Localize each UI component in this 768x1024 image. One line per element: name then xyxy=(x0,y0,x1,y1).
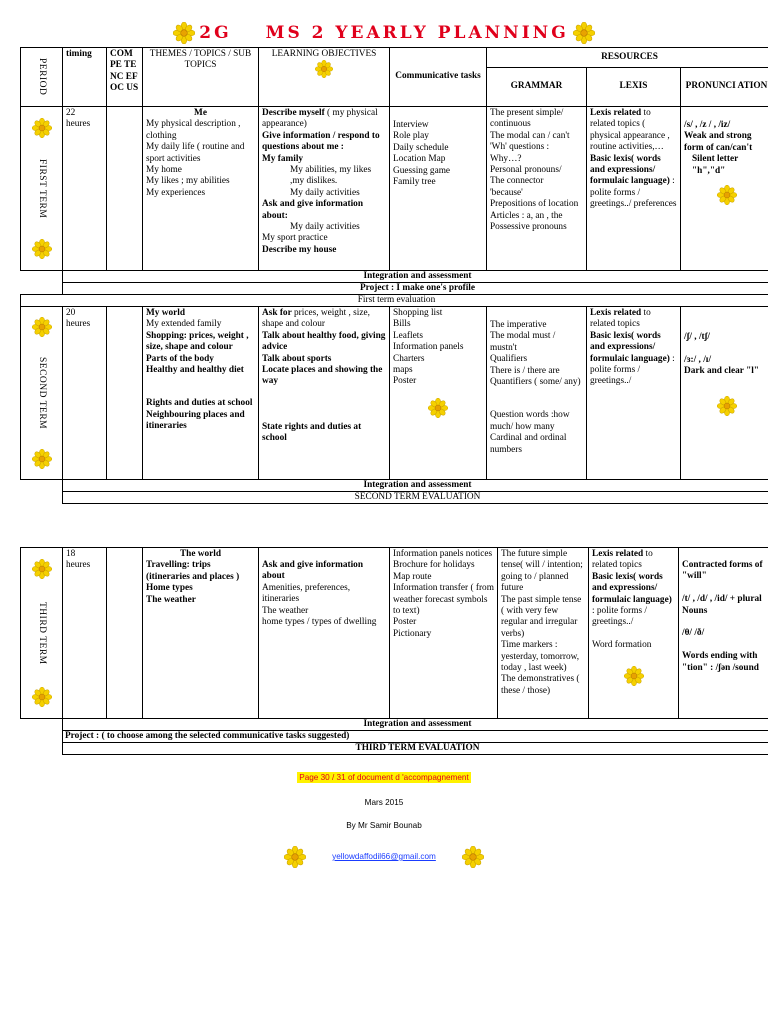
term3-comm-item: Brochure for holidays xyxy=(393,560,475,571)
term1-lo-7: My daily activities xyxy=(290,222,360,233)
term1-lexis xyxy=(587,107,681,271)
term1-evaluation: First term evaluation xyxy=(21,295,768,307)
term1-theme-item: My daily life ( routine and sport activities xyxy=(146,142,245,164)
term2-pron-3: Dark and clear "l" xyxy=(684,366,759,377)
daffodil-icon xyxy=(32,449,52,469)
term2-grammar xyxy=(487,307,587,480)
term3-row xyxy=(21,548,768,719)
header-lexis: LEXIS xyxy=(587,68,681,107)
term1-lo-1b: ( my physical appearance) xyxy=(262,108,378,130)
term2-th-2: My extended family xyxy=(146,319,222,330)
term3-pron-4: Words ending with "tion" : /ʃən /sound xyxy=(682,651,759,673)
daffodil-icon xyxy=(315,60,333,78)
term1-themes-title: Me xyxy=(194,108,207,118)
term2-pron-1: /ʃ/ , /tʃ/ xyxy=(684,332,711,342)
term1-comm-item: Location Map xyxy=(393,154,446,165)
term3-grammar-item: The future simple tense( will / intention; going to / planned future xyxy=(501,549,583,594)
header-resources: RESOURCES xyxy=(487,48,768,68)
planning-table-term-3 xyxy=(20,547,768,755)
email-row xyxy=(0,846,768,868)
term1-timing xyxy=(63,107,107,271)
term3-grammar-item: The past simple tense ( with very few regular and irregular verbs) xyxy=(501,594,582,639)
term1-theme-item: My experiences xyxy=(146,187,206,198)
term1-grammar-item: The connector xyxy=(490,176,544,187)
term3-comm-item: Poster xyxy=(393,617,417,628)
title-main: MS 2 YEARLY PLANNING xyxy=(265,23,569,43)
term2-th-5: Healthy and healthy diet xyxy=(146,365,244,376)
term2-grammar-item: Quantifiers ( some/ any) xyxy=(490,377,581,388)
term3-lexis-3: Word formation xyxy=(592,640,652,651)
term1-lo-6: Ask and give information about: xyxy=(262,199,363,221)
term2-competencies xyxy=(107,307,143,480)
term2-pronunciation xyxy=(681,307,768,480)
term3-th-3: Home types xyxy=(146,583,193,594)
email-link[interactable]: yellowdaffodil66@gmail.com xyxy=(332,852,436,862)
header-themes: THEMES / TOPICS / SUB TOPICS xyxy=(143,48,259,107)
term2-grammar-item: There is / there are xyxy=(490,365,560,376)
term1-grammar xyxy=(487,107,587,271)
page-reference-text: Page 30 / 31 of document d 'accompagnement xyxy=(299,773,469,782)
term3-lo-item: The weather xyxy=(262,605,309,616)
term1-lo-4: My abilities, my likes ,my dislikes. xyxy=(290,165,372,187)
term2-period-cell xyxy=(21,307,63,480)
term1-themes xyxy=(143,107,259,271)
daffodil-icon xyxy=(32,118,52,138)
term2-timing-num: 20 xyxy=(66,308,76,318)
author-text: By Mr Samir Bounab xyxy=(346,821,422,830)
daffodil-icon xyxy=(624,666,644,686)
term2-comm-item: Shopping list xyxy=(393,308,443,318)
term1-lo-5: My daily activities xyxy=(290,187,360,198)
term1-pron-1: /s/ , /z / , /iz/ xyxy=(684,120,731,130)
header-period: PERIOD xyxy=(21,48,63,107)
date-text: Mars 2015 xyxy=(364,798,404,807)
term2-comm-item: Information panels xyxy=(393,342,464,353)
term3-lo-1: Ask and give information about xyxy=(262,560,363,582)
term3-th-2: Travelling: trips (itineraries and places ) xyxy=(146,560,240,582)
term2-integration: Integration and assessment xyxy=(63,480,768,492)
term3-timing xyxy=(63,548,107,719)
term3-pron-1: Contracted forms of "will" xyxy=(682,560,763,582)
daffodil-icon xyxy=(173,22,195,44)
term1-theme-item: My home xyxy=(146,165,182,176)
daffodil-icon xyxy=(32,317,52,337)
document-title xyxy=(0,22,768,50)
term2-timing-unit: heures xyxy=(66,319,91,330)
term2-lo-2: Talk about healthy food, giving advice xyxy=(262,330,386,353)
term2-lexis-2: Basic lexis( words and expressions/ formulaic language) xyxy=(590,330,670,364)
header-competencies: COM PE TENC EFOC US xyxy=(107,48,143,107)
term1-lexis-2: Basic lexis( words and expressions/ formulaic language) xyxy=(590,153,670,187)
term1-lexis-2b: : polite forms / greetings../ preferences xyxy=(590,176,677,210)
term3-lexis-1b: to related topics xyxy=(592,549,653,571)
term3-lexis-1: Lexis related xyxy=(592,549,644,559)
term3-lo-item: Amenities, preferences, itineraries xyxy=(262,582,351,605)
term1-grammar-item: Personal pronouns/ xyxy=(490,165,562,176)
term3-communicative xyxy=(390,548,498,719)
term3-lo-item: home types / types of dwelling xyxy=(262,617,377,628)
term2-grammar-item: Question words :how much/ how many xyxy=(490,410,570,432)
term2-grammar-item: The modal must / mustn't xyxy=(490,331,556,353)
term2-comm-item: Charters xyxy=(393,353,425,364)
term3-comm-item: Map route xyxy=(393,571,432,582)
term2-lo-1: Ask for xyxy=(262,308,292,318)
term1-project: Project : I make one's profile xyxy=(63,283,768,295)
header-learning xyxy=(259,48,390,107)
daffodil-icon xyxy=(284,846,306,868)
term1-pron-2: Weak and strong form of can/can't xyxy=(684,131,753,153)
term1-comm-item: Family tree xyxy=(393,177,436,188)
term1-communicative xyxy=(390,107,487,271)
term2-lexis xyxy=(587,307,681,480)
term2-th-3: Shopping: prices, weight , size, shape and colour xyxy=(146,330,249,353)
term3-learning xyxy=(259,548,390,719)
term1-themes-list xyxy=(146,119,255,199)
term2-lexis-2b: : polite forms / greetings../ xyxy=(590,353,675,387)
term2-grammar-item: Cardinal and ordinal numbers xyxy=(490,433,567,455)
term1-period-cell xyxy=(21,107,63,271)
term1-lo-9: Describe my house xyxy=(262,244,337,255)
daffodil-icon xyxy=(717,396,737,416)
term2-lo-1b: prices, weight , size, shape and colour xyxy=(262,308,370,330)
term2-period: SECOND TERM xyxy=(37,356,48,430)
header-grammar: GRAMMAR xyxy=(487,68,587,107)
term1-period: FIRST TERM xyxy=(37,158,48,219)
header-communicative: Communicative tasks xyxy=(390,48,487,107)
term3-themes xyxy=(143,548,259,719)
term1-theme-item: My physical description , clothing xyxy=(146,119,241,141)
term1-lo-8: My sport practice xyxy=(262,233,328,244)
daffodil-icon xyxy=(428,398,448,418)
term1-grammar-item: Prepositions of location xyxy=(490,199,579,210)
term3-pron-3: /θ/ /ð/ xyxy=(682,628,705,639)
term3-integration: Integration and assessment xyxy=(63,719,768,731)
term3-lexis-2b: : polite forms / greetings../ xyxy=(592,606,648,628)
daffodil-icon xyxy=(573,22,595,44)
term3-timing-unit: heures xyxy=(66,560,91,571)
term2-th-1: My world xyxy=(146,308,185,318)
term1-comm-item: Daily schedule xyxy=(393,142,449,153)
term2-themes xyxy=(143,307,259,480)
term1-grammar-item: Possessive pronouns xyxy=(490,222,567,233)
term3-comm-item: Pictionary xyxy=(393,628,432,639)
daffodil-icon xyxy=(32,687,52,707)
term1-learning xyxy=(259,107,390,271)
term1-grammar-item: The present simple/ continuous xyxy=(490,108,564,130)
header-timing: timing xyxy=(63,48,107,107)
term3-pron-2: /t/ , /d/ , /id/ + plural Nouns xyxy=(682,594,762,616)
term3-comm-item: Information panels notices xyxy=(393,549,493,559)
term2-lo-3: Talk about sports xyxy=(262,353,332,364)
daffodil-icon xyxy=(32,239,52,259)
term1-grammar-item: Why…? xyxy=(490,153,522,164)
page-reference xyxy=(0,773,768,782)
term2-lexis-1b: to related topics xyxy=(590,308,651,330)
term3-lexis xyxy=(589,548,679,719)
term2-row xyxy=(21,307,768,480)
term1-pronunciation xyxy=(681,107,768,271)
term1-comm-item: Guessing game xyxy=(393,165,451,176)
header-learning-text: LEARNING OBJECTIVES xyxy=(271,49,377,59)
term2-comm-item: Bills xyxy=(393,319,411,330)
term1-lo-3: My family xyxy=(262,153,304,164)
term2-comm-item: Leaflets xyxy=(393,330,423,341)
term2-th-4: Parts of the body xyxy=(146,353,214,364)
term2-pron-2: /ɜ:/ , /ɪ/ xyxy=(684,354,712,365)
term1-grammar-item: 'Wh' questions : xyxy=(490,142,550,153)
term1-row xyxy=(21,107,768,271)
term1-timing-unit: heures xyxy=(66,119,91,130)
term1-grammar-item: Articles : a, an , the xyxy=(490,210,563,221)
term1-lo-1: Describe myself xyxy=(262,108,325,118)
term1-integration: Integration and assessment xyxy=(63,271,768,283)
term2-grammar-item: The imperative xyxy=(490,320,547,330)
term2-lo-4: Locate places and showing the way xyxy=(262,365,383,387)
term1-competencies xyxy=(107,107,143,271)
term3-grammar-item: The demonstratives ( these / those) xyxy=(501,674,580,696)
term1-grammar-item: 'because' xyxy=(490,187,523,198)
daffodil-icon xyxy=(462,846,484,868)
term1-lexis-1b: to related topics ( physical appearance , routine activities,… xyxy=(590,108,670,153)
term2-comm-item: Poster xyxy=(393,376,417,387)
term1-pron-3: Silent letter "h","d" xyxy=(692,154,739,176)
term3-lexis-2: Basic lexis( words and expressions/ formulaic language) xyxy=(592,571,672,605)
term2-timing xyxy=(63,307,107,480)
planning-table-terms-1-2 xyxy=(20,47,768,504)
header-pronunciation: PRONUNCI ATION xyxy=(681,68,768,107)
term3-grammar xyxy=(498,548,589,719)
term2-evaluation: SECOND TERM EVALUATION xyxy=(63,492,768,504)
term3-evaluation: THIRD TERM EVALUATION xyxy=(63,743,768,755)
term2-th-6: Rights and duties at school xyxy=(146,398,253,409)
term2-grammar-item: Qualifiers xyxy=(490,354,528,365)
term1-comm-item: Role play xyxy=(393,131,429,142)
daffodil-icon xyxy=(32,559,52,579)
term2-communicative xyxy=(390,307,487,480)
term3-timing-num: 18 xyxy=(66,549,76,559)
term2-learning xyxy=(259,307,390,480)
term2-lexis-1: Lexis related xyxy=(590,308,642,318)
daffodil-icon xyxy=(717,185,737,205)
term3-grammar-item: Time markers : yesterday, tomorrow, today , last week) xyxy=(501,640,580,674)
term2-lo-5: State rights and duties at school xyxy=(262,421,362,444)
title-class: 2G xyxy=(199,23,232,43)
term1-timing-num: 22 xyxy=(66,108,76,118)
term1-theme-item: My likes ; my abilities xyxy=(146,176,230,187)
term2-th-7: Neighbouring places and itineraries xyxy=(146,409,245,432)
term3-th-4: The weather xyxy=(146,594,196,605)
term1-lo-2: Give information / respond to questions about me : xyxy=(262,130,380,153)
term3-period-cell xyxy=(21,548,63,719)
term3-th-1: The world xyxy=(179,549,222,559)
term3-pronunciation xyxy=(679,548,768,719)
term3-project: Project : ( to choose among the selected communicative tasks suggested) xyxy=(63,731,768,743)
term3-period: THIRD TERM xyxy=(37,601,48,665)
term3-comm-item: Information transfer ( from weather forecast symbols to text) xyxy=(393,583,494,617)
term1-comm-item: Interview xyxy=(393,120,429,130)
term1-lexis-1: Lexis related xyxy=(590,108,642,118)
term1-grammar-item: The modal can / can't xyxy=(490,130,570,141)
term3-competencies xyxy=(107,548,143,719)
term2-comm-item: maps xyxy=(393,365,413,376)
